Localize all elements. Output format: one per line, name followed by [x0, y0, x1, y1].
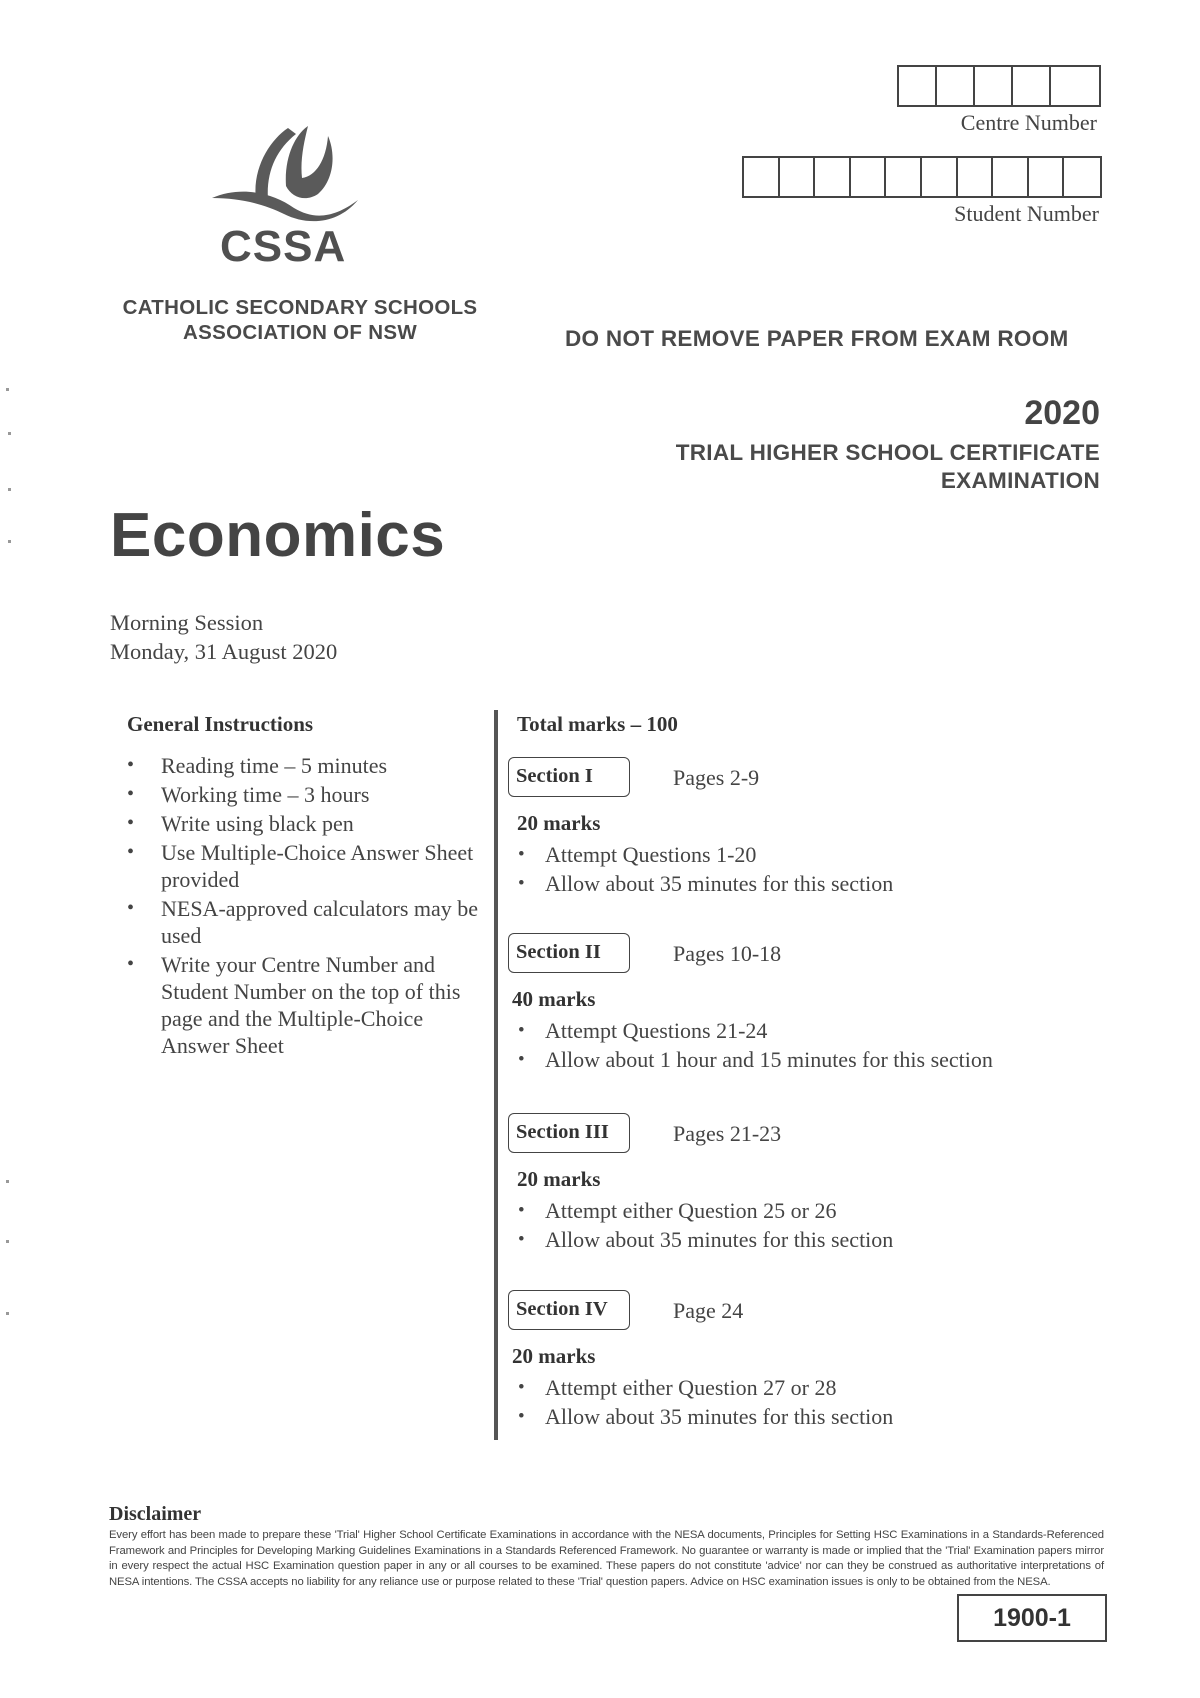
- section-3-marks: 20 marks: [517, 1167, 601, 1191]
- paper-code: 1900-1: [957, 1594, 1107, 1642]
- list-item: • Attempt either Question 27 or 28: [515, 1373, 1115, 1402]
- scan-speck: [8, 432, 11, 435]
- student-number-label: Student Number: [954, 201, 1099, 226]
- general-instructions-heading: General Instructions: [127, 712, 314, 736]
- list-item: • Write your Centre Number and Student Number on the top of this page and the Multiple-Choice Answer Sheet: [127, 951, 487, 1059]
- list-item: • Allow about 1 hour and 15 minutes for this section: [515, 1045, 1135, 1074]
- list-item: • Allow about 35 minutes for this section: [515, 869, 1115, 898]
- list-item: • Working time – 3 hours: [127, 781, 487, 808]
- scan-speck: [6, 1180, 9, 1183]
- session-name: Morning Session: [110, 610, 264, 635]
- student-number-boxes[interactable]: [742, 156, 1102, 198]
- centre-number-cell[interactable]: [899, 67, 937, 105]
- section-3-instructions: [515, 1196, 1115, 1254]
- scan-speck: [8, 488, 11, 491]
- list-item: • Use Multiple-Choice Answer Sheet provided: [127, 839, 487, 893]
- list-item: • Attempt either Question 25 or 26: [515, 1196, 1115, 1225]
- student-number-cell[interactable]: [780, 158, 816, 196]
- scan-speck: [6, 388, 9, 391]
- exam-title-line-1: TRIAL HIGHER SCHOOL CERTIFICATE: [675, 440, 1100, 465]
- scan-speck: [6, 1312, 9, 1315]
- centre-number-cell[interactable]: [1051, 67, 1089, 105]
- disclaimer-heading: Disclaimer: [109, 1503, 202, 1525]
- student-number-cell[interactable]: [1029, 158, 1065, 196]
- scan-speck: [6, 1240, 9, 1243]
- subject-title: Economics: [110, 501, 446, 570]
- list-item: • Allow about 35 minutes for this section: [515, 1402, 1115, 1431]
- exam-title: [600, 439, 1100, 495]
- organisation-name: [100, 295, 500, 345]
- disclaimer-text: Every effort has been made to prepare these 'Trial' Higher School Certificate Examinations in accordance with the NESA documents, Principles for Setting HSC Examinations in a Standards-Referenced Framework and Principles for Developing Marking Guidelines Examinations in a Standards Referenced Framework. No guarantee or warranty is made or implied that the 'Trial' Examination papers mirror in every respect the actual HSC Examination question paper in any or all courses to be examined. These papers do not constitute 'advice' nor can they be construed as authoritative interpretations of NESA intentions. The CSSA accepts no liability for any reliance use or purpose related to these 'Trial' question papers. Advice on HSC examination issues is only to be obtained from the NESA.: [109, 1529, 1104, 1588]
- student-number-cell[interactable]: [958, 158, 994, 196]
- list-item: • Allow about 35 minutes for this section: [515, 1225, 1115, 1254]
- list-item: • Attempt Questions 1-20: [515, 840, 1115, 869]
- section-1-label: Section I: [508, 757, 630, 797]
- student-number-cell[interactable]: [851, 158, 887, 196]
- section-2-label: Section II: [508, 933, 630, 973]
- total-marks: Total marks – 100: [517, 712, 678, 736]
- section-4-pages: Page 24: [673, 1298, 744, 1323]
- session-info: [110, 608, 337, 666]
- section-4-instructions: [515, 1373, 1115, 1431]
- centre-number-cell[interactable]: [975, 67, 1013, 105]
- cssa-logo-icon: [210, 120, 360, 225]
- centre-number-cell[interactable]: [937, 67, 975, 105]
- section-3-label: Section III: [508, 1113, 630, 1153]
- student-number-cell[interactable]: [993, 158, 1029, 196]
- student-number-cell[interactable]: [886, 158, 922, 196]
- exam-room-notice: DO NOT REMOVE PAPER FROM EXAM ROOM: [565, 326, 1069, 351]
- centre-number-cell[interactable]: [1013, 67, 1051, 105]
- logo-text: CSSA: [220, 222, 347, 271]
- list-item: • NESA-approved calculators may be used: [127, 895, 487, 949]
- student-number-cell[interactable]: [744, 158, 780, 196]
- section-4-label: Section IV: [508, 1290, 630, 1330]
- general-instructions-list: [127, 752, 487, 1061]
- section-1-pages: Pages 2-9: [673, 765, 760, 790]
- session-date: Monday, 31 August 2020: [110, 639, 338, 664]
- list-item: • Reading time – 5 minutes: [127, 752, 487, 779]
- section-3-pages: Pages 21-23: [673, 1121, 782, 1146]
- scan-speck: [8, 540, 11, 543]
- list-item: • Attempt Questions 21-24: [515, 1016, 1135, 1045]
- student-number-cell[interactable]: [922, 158, 958, 196]
- section-2-instructions: [515, 1016, 1135, 1074]
- column-divider: [494, 710, 498, 1440]
- section-1-instructions: [515, 840, 1115, 898]
- list-item: • Write using black pen: [127, 810, 487, 837]
- student-number-cell[interactable]: [815, 158, 851, 196]
- organisation-line-2: ASSOCIATION OF NSW: [183, 321, 417, 344]
- exam-title-line-2: EXAMINATION: [940, 468, 1100, 493]
- organisation-line-1: CATHOLIC SECONDARY SCHOOLS: [122, 296, 478, 319]
- centre-number-boxes[interactable]: [897, 65, 1101, 107]
- exam-year: 2020: [1024, 394, 1100, 432]
- section-4-marks: 20 marks: [512, 1344, 596, 1368]
- section-2-marks: 40 marks: [512, 987, 596, 1011]
- section-2-pages: Pages 10-18: [673, 941, 782, 966]
- centre-number-label: Centre Number: [960, 110, 1097, 135]
- section-1-marks: 20 marks: [517, 811, 601, 835]
- student-number-cell[interactable]: [1064, 158, 1099, 196]
